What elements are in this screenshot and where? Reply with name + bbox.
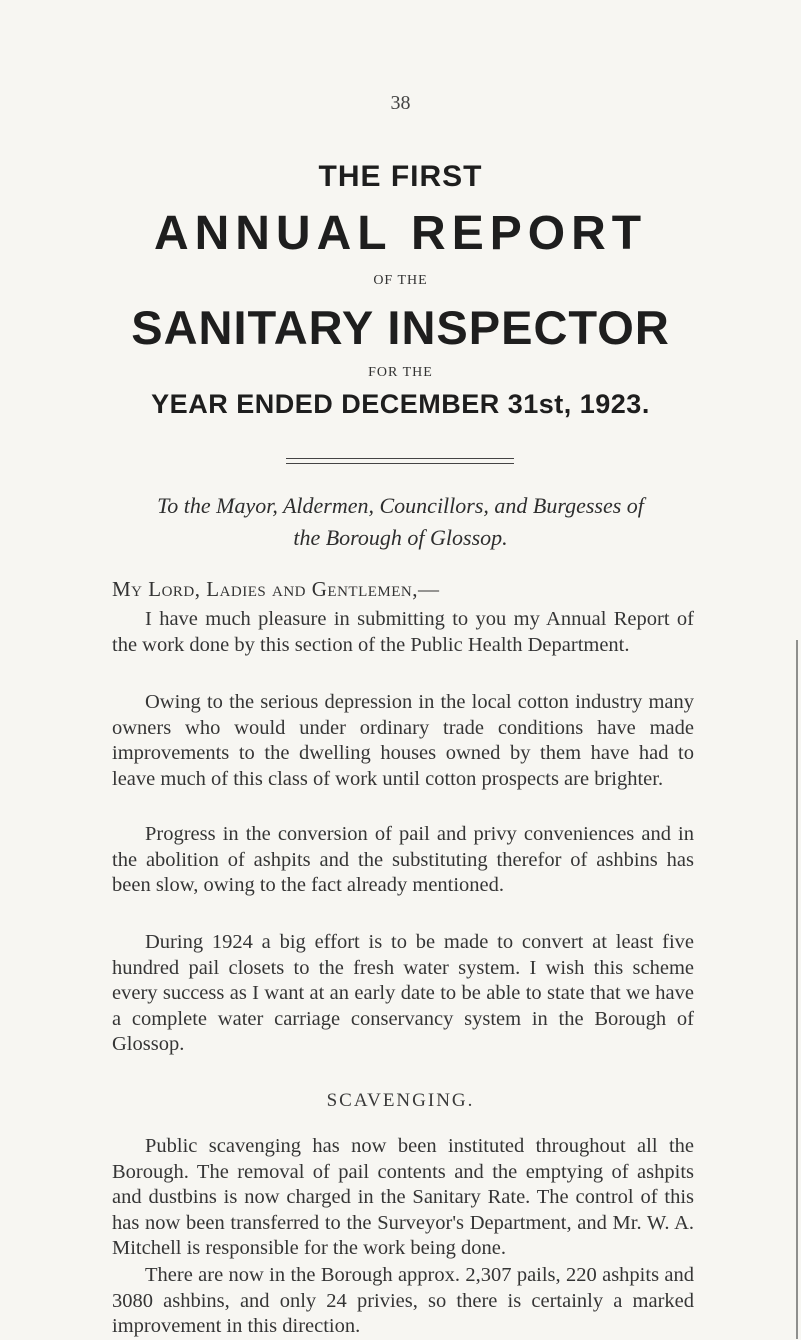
paragraph-scavenging: Public scavenging has now been instituted throughout all the Borough. The removal of pail contents and the emptying of ashpits and dustbins is now charged in the Sanitary Rate. The control of this has now been transferred to the Surveyor's Department, and Mr. W. A. Mitchell is responsible for the work being done. xyxy=(112,1135,694,1259)
page-edge-shadow xyxy=(796,640,798,1339)
section-heading: SCAVENGING. xyxy=(326,1090,475,1111)
divider-rule-bottom xyxy=(286,463,514,464)
title-line-1: THE FIRST xyxy=(318,160,483,193)
paragraph-intro: I have much pleasure in submitting to you my Annual Report of the work done by this section of the Public Health Department. xyxy=(112,608,694,656)
paragraph-plan-1924: During 1924 a big effort is to be made to convert at least five hundred pail closets to the fresh water system. I wish this scheme every success as I want at an early date to be able to state that we have a complete water carriage conservancy system in the Borough of Glossop. xyxy=(112,931,694,1055)
salutation xyxy=(112,577,439,602)
title-line-2: ANNUAL REPORT xyxy=(153,207,648,260)
divider-rule-top xyxy=(286,458,514,459)
page-number: 38 xyxy=(390,92,411,114)
paragraph-progress: Progress in the conversion of pail and privy conveniences and in the abolition of ashpits and the substituting therefor of ashbins has been slow, owing to the fact already mentioned. xyxy=(112,823,694,896)
paragraph-counts: There are now in the Borough approx. 2,307 pails, 220 ashpits and 3080 ashbins, and only 24 privies, so there is certainly a marked improvement in this direction. xyxy=(112,1264,694,1337)
address-block xyxy=(110,490,691,554)
title-line-5: FOR THE xyxy=(368,365,433,380)
address-line-2: the Borough of Glossop. xyxy=(293,525,508,550)
salutation-text: My Lord, Ladies and Gentlemen,— xyxy=(112,577,440,601)
title-line-4: SANITARY INSPECTOR xyxy=(131,301,670,354)
address-line-1: To the Mayor, Aldermen, Councillors, and Burgesses of xyxy=(157,493,644,518)
title-line-3: OF THE xyxy=(373,273,428,288)
paragraph-depression: Owing to the serious depression in the local cotton industry many owners who would under ordinary trade conditions have made improvements to the dwelling houses owned by them have had to leave much of this class of work until cotton prospects are brighter. xyxy=(112,691,694,790)
title-line-6: YEAR ENDED DECEMBER 31st, 1923. xyxy=(151,389,650,419)
